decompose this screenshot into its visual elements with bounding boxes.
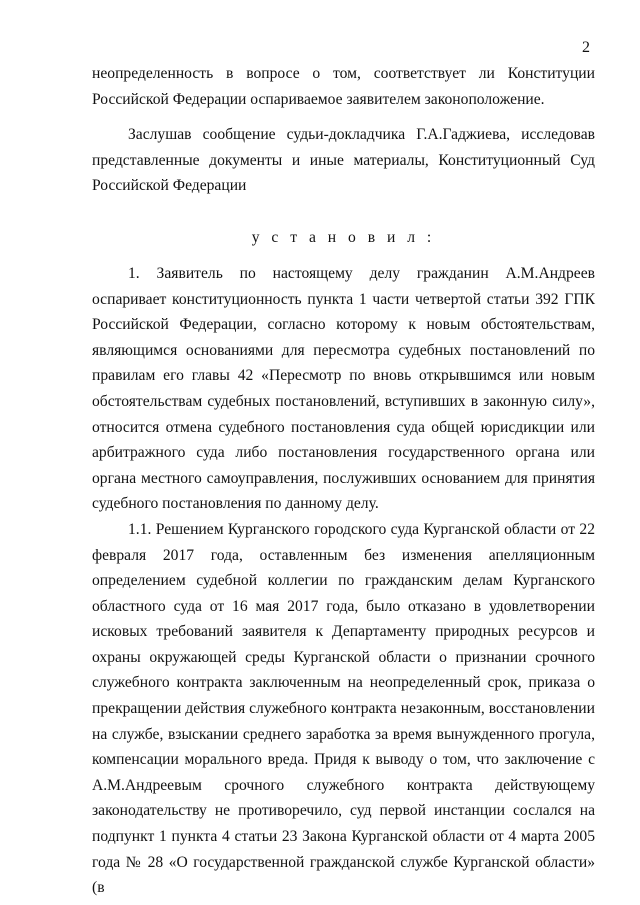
spacer xyxy=(92,251,595,261)
section-heading: у с т а н о в и л : xyxy=(251,228,436,246)
paragraph-claim: 1. Заявитель по настоящему делу гражданин А.М.Андреев оспаривает конституционность пункта 1 части четвертой статьи 392 ГПК Российской Федерации, согласно которому к новым обстоятельствам, являющимся основаниями для пересмотра судебных постановлений по правилам его главы 42 «Пересмотр по вновь открывшимся или новым обстоятельствам судебных постановлений, вступивших в законную силу», относится отмена судебного постановления суда общей юрисдикции или арбитражного суда либо постановления государственного органа или органа местного самоуправления, послуживших основанием для принятия судебного постановления по данному делу. xyxy=(92,264,595,513)
page-number: 2 xyxy=(582,39,590,56)
paragraph-continuation: неопределенность в вопросе о том, соответствует ли Конституции Российской Федерации оспариваемое заявителем законоположение. xyxy=(92,65,595,108)
paragraph-court-decision: 1.1. Решением Курганского городского суда Курганской области от 22 февраля 2017 года, оставленным без изменения апелляционным определением судебной коллегии по гражданским делам Курганского областного суда от 16 мая 2017 года, было отказано в удовлетворении исковых требований заявителя к Департаменту природных ресурсов и охраны окружающей среды Курганской области о признании срочного служебного контракта заключенным на неопределенный срок, приказа о прекращении действия служебного контракта незаконным, восстановлении на службе, взыскании среднего заработка за время вынужденного прогула, компенсации морального вреда. Придя к выводу о том, что заключение с А.М.Андреевым срочного служебного контракта действующему законодательству не противоречило, суд первой инстанции сослался на подпункт 1 пункта 4 статьи 23 Закона Курганской области от 4 марта 2005 года № 28 «О государственной гражданской службе Курганской области» (в xyxy=(92,520,595,897)
spacer xyxy=(92,112,595,122)
document-body xyxy=(92,61,595,901)
paragraph-hearing: Заслушав сообщение судьи-докладчика Г.А.Гаджиева, исследовав представленные документы и иные материалы, Конституционный Суд Российской Федерации xyxy=(92,126,595,195)
spacer xyxy=(92,199,595,225)
